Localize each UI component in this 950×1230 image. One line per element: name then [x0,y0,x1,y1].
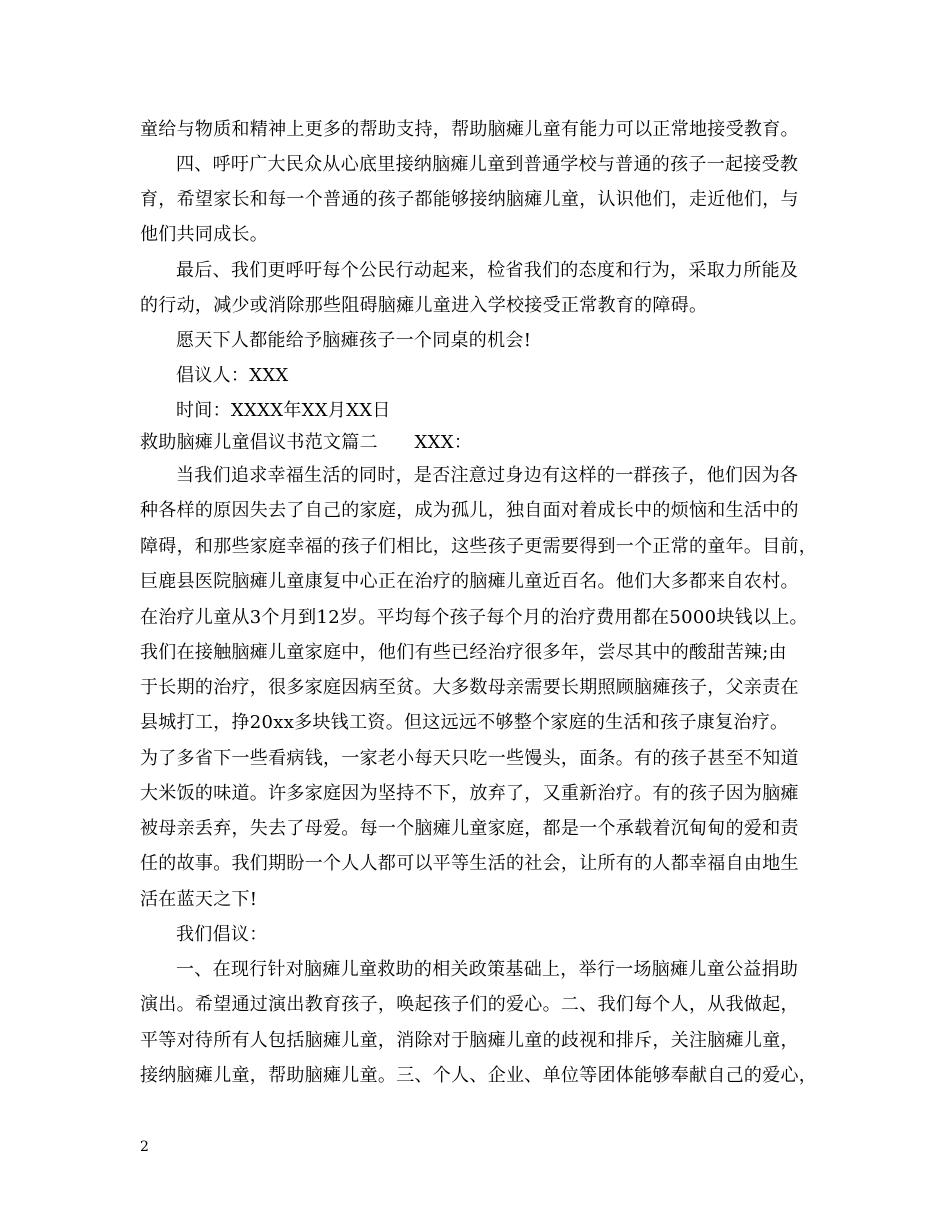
text-line: 巨鹿县医院脑瘫儿童康复中心正在治疗的脑瘫儿童近百名。他们大多都来自农村。 [140,571,799,592]
text-line: 演出。希望通过演出教育孩子，唤起孩子们的爱心。二、我们每个人，从我做起， [140,994,799,1015]
section-heading: 救助脑瘫儿童倡议书范文篇二 XXX： [140,432,473,453]
text-line: 接纳脑瘫儿童，帮助脑瘫儿童。三、个人、企业、单位等团体能够奉献自己的爱心， [140,1065,818,1086]
text-line: 最后、我们更呼吁每个公民行动起来，检省我们的态度和行为，采取力所能及 [176,260,799,281]
date-line: 时间：XXXX年XX月XX日 [176,400,391,421]
text-line: 四、呼吁广大民众从心底里接纳脑瘫儿童到普通学校与普通的孩子一起接受教 [176,154,799,175]
text-line: 任的故事。我们期盼一个人人都可以平等生活的社会，让所有的人都幸福自由地生 [140,853,799,874]
text-line: 一、在现行针对脑瘫儿童救助的相关政策基础上，举行一场脑瘫儿童公益捐助 [176,959,799,980]
page-number: 2 [140,1139,149,1155]
text-line: 平等对待所有人包括脑瘫儿童，消除对于脑瘫儿童的歧视和排斥，关注脑瘫儿童， [140,1030,799,1051]
text-line: 育，希望家长和每一个普通的孩子都能够接纳脑瘫儿童，认识他们，走近他们，与 [140,189,799,210]
text-line: 我们倡议： [176,924,268,945]
text-line: 童给与物质和精神上更多的帮助支持，帮助脑瘫儿童有能力可以正常地接受教育。 [140,119,799,140]
text-line: 我们在接触脑瘫儿童家庭中，他们有些已经治疗很多年，尝尽其中的酸甜苦辣;由 [140,642,787,663]
text-line: 的行动，减少或消除那些阻碍脑瘫儿童进入学校接受正常教育的障碍。 [140,295,708,316]
text-line: 被母亲丢弃，失去了母爱。每一个脑瘫儿童家庭，都是一个承载着沉甸甸的爱和责 [140,818,799,839]
text-line: 愿天下人都能给予脑瘫孩子一个同桌的机会! [176,330,532,351]
text-line: 种各样的原因失去了自己的家庭，成为孤儿，独自面对着成长中的烦恼和生活中的 [140,500,799,521]
text-line: 活在蓝天之下! [140,889,258,910]
signatory-line: 倡议人：XXX [176,365,289,386]
text-line: 障碍，和那些家庭幸福的孩子们相比，这些孩子更需要得到一个正常的童年。目前， [140,536,818,557]
text-line: 大米饭的味道。许多家庭因为坚持不下，放弃了，又重新治疗。有的孩子因为脑瘫 [140,783,799,804]
text-line: 为了多省下一些看病钱，一家老小每天只吃一些馒头，面条。有的孩子甚至不知道 [140,748,799,769]
text-line: 他们共同成长。 [140,224,269,245]
text-line: 在治疗儿童从3个月到12岁。平均每个孩子每个月的治疗费用都在5000块钱以上。 [140,607,808,628]
text-line: 当我们追求幸福生活的同时，是否注意过身边有这样的一群孩子，他们因为各 [176,465,799,486]
text-line: 于长期的治疗，很多家庭因病至贫。大多数母亲需要长期照顾脑瘫孩子，父亲责在 [140,677,799,698]
text-line: 县城打工，挣20xx多块钱工资。但这远远不够整个家庭的生活和孩子康复治疗。 [140,712,789,733]
